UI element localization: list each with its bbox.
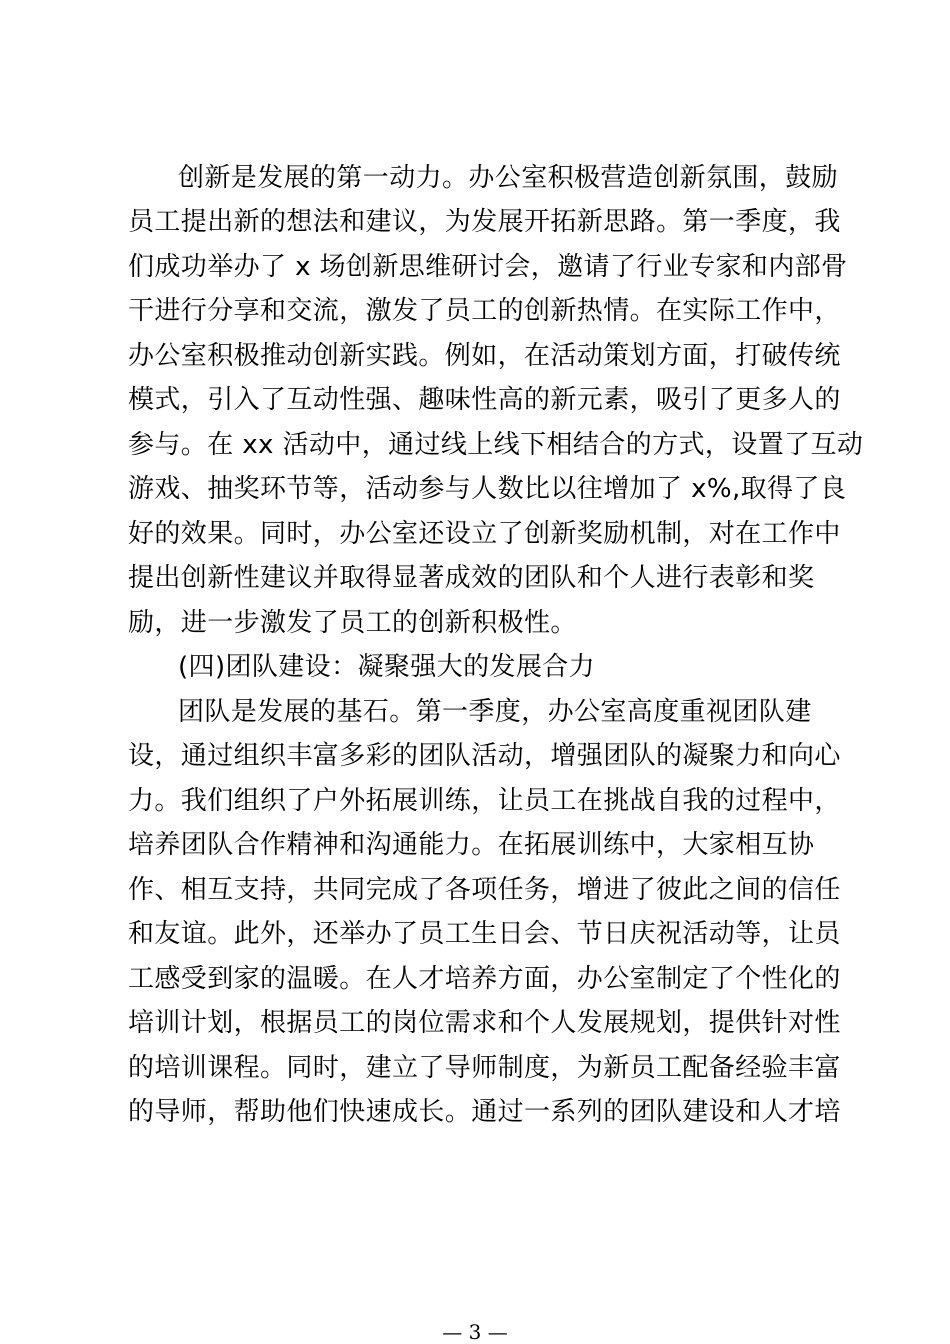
paragraph-1-line-11: 励，进一步激发了员工的创新积极性。 bbox=[128, 608, 577, 638]
paragraph-1-line-10: 提出创新性建议并取得显著成效的团队和个人进行表彰和奖 bbox=[128, 563, 815, 593]
paragraph-1-line-4: 干进行分享和交流，激发了员工的创新热情。在实际工作中， bbox=[128, 296, 841, 326]
paragraph-2-line-8: 培训计划，根据员工的岗位需求和个人发展规划，提供针对性 bbox=[128, 1008, 841, 1038]
paragraph-1-line-6: 模式，引入了互动性强、趣味性高的新元素，吸引了更多人的 bbox=[128, 385, 841, 415]
paragraph-1-line-9: 好的效果。同时，办公室还设立了创新奖励机制，对在工作中 bbox=[128, 519, 841, 549]
paragraph-2-line-10: 的导师，帮助他们快速成长。通过一系列的团队建设和人才培 bbox=[128, 1097, 841, 1127]
paragraph-1-line-3: 们成功举办了 x 场创新思维研讨会，邀请了行业专家和内部骨 bbox=[128, 252, 848, 282]
paragraph-2-line-1: 团队是发展的基石。第一季度，办公室高度重视团队建 bbox=[178, 697, 812, 727]
paragraph-2-line-7: 工感受到家的温暖。在人才培养方面，办公室制定了个性化的 bbox=[128, 964, 841, 994]
paragraph-2-line-2: 设，通过组织丰富多彩的团队活动，增强团队的凝聚力和向心 bbox=[128, 741, 841, 771]
paragraph-2-line-9: 的培训课程。同时，建立了导师制度，为新员工配备经验丰富 bbox=[128, 1053, 841, 1083]
paragraph-1-line-2: 员工提出新的想法和建议，为发展开拓新思路。第一季度，我 bbox=[128, 207, 841, 237]
paragraph-2-line-6: 和友谊。此外，还举办了员工生日会、节日庆祝活动等，让员 bbox=[128, 919, 841, 949]
section-heading: (四)团队建设：凝聚强大的发展合力 bbox=[178, 652, 596, 682]
paragraph-2-line-5: 作、相互支持，共同完成了各项任务，增进了彼此之间的信任 bbox=[128, 875, 841, 905]
paragraph-1-line-7: 参与。在 xx 活动中，通过线上线下相结合的方式，设置了互动 bbox=[128, 430, 864, 460]
paragraph-1-line-5: 办公室积极推动创新实践。例如，在活动策划方面，打破传统 bbox=[128, 341, 841, 371]
paragraph-1-line-8: 游戏、抽奖环节等，活动参与人数比以往增加了 x%,取得了良 bbox=[128, 474, 847, 504]
paragraph-1-line-1: 创新是发展的第一动力。办公室积极营造创新氛围，鼓励 bbox=[178, 163, 839, 193]
paragraph-2-line-3: 力。我们组织了户外拓展训练，让员工在挑战自我的过程中， bbox=[128, 786, 841, 816]
page-number: — 3 — bbox=[442, 1320, 508, 1344]
paragraph-2-line-4: 培养团队合作精神和沟通能力。在拓展训练中，大家相互协 bbox=[128, 830, 815, 860]
